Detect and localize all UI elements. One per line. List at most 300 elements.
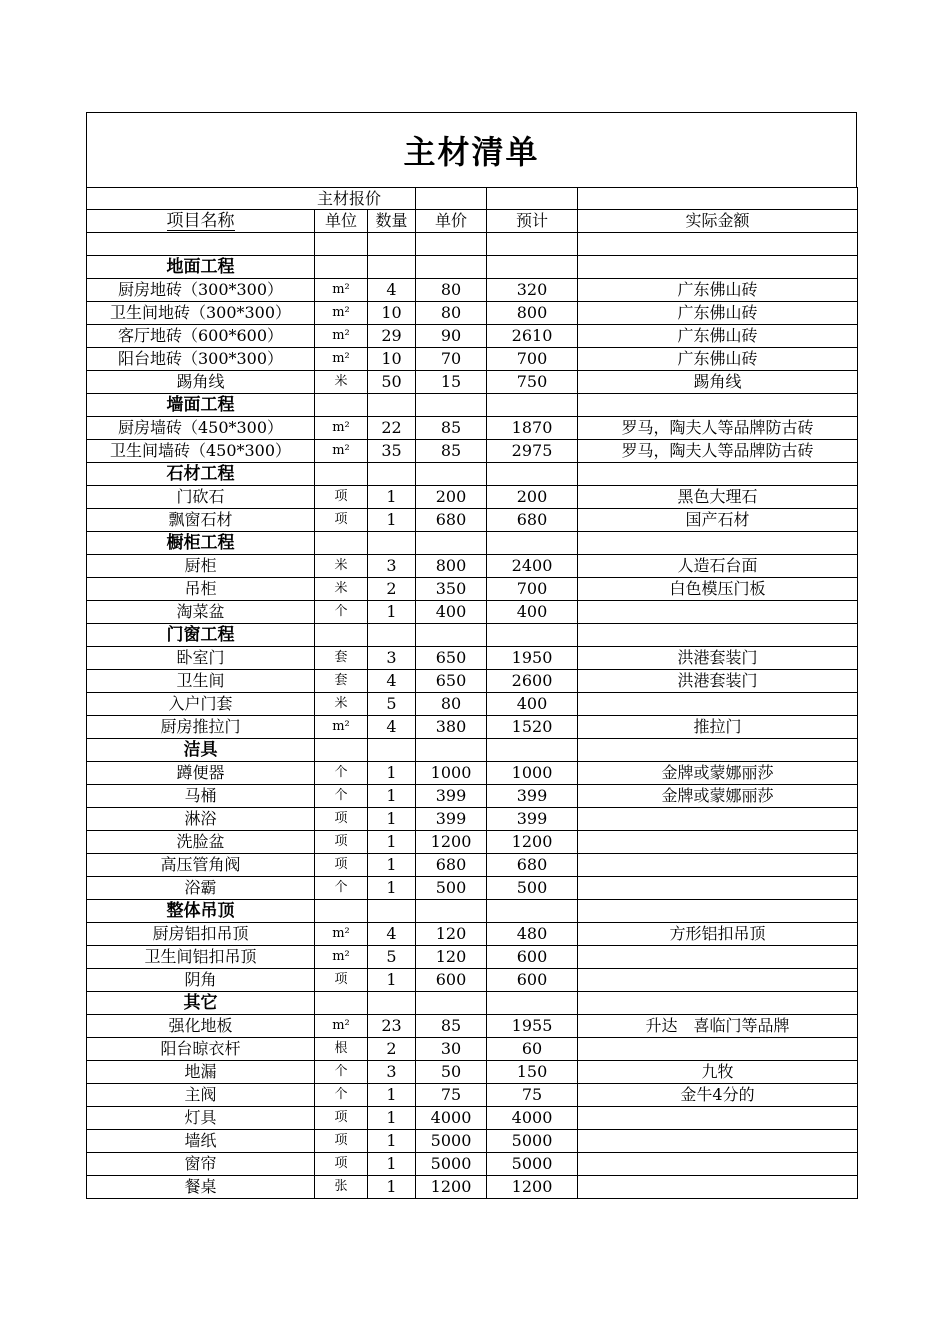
item-price: 4000 (416, 1107, 487, 1130)
cell (487, 463, 578, 486)
col-header-name: 项目名称 (87, 210, 315, 233)
item-estimate: 1000 (487, 762, 578, 785)
item-unit: m² (315, 302, 368, 325)
cell (487, 233, 578, 256)
item-qty: 1 (368, 969, 416, 992)
section-name: 石材工程 (87, 463, 315, 486)
table-row (87, 1038, 858, 1061)
item-unit: 项 (315, 1153, 368, 1176)
item-unit: 项 (315, 854, 368, 877)
item-price: 1200 (416, 831, 487, 854)
item-price: 120 (416, 946, 487, 969)
item-actual: 金牛4分的 (578, 1084, 858, 1107)
item-qty: 1 (368, 1084, 416, 1107)
item-actual: 推拉门 (578, 716, 858, 739)
item-qty: 1 (368, 762, 416, 785)
item-actual: 洪港套装门 (578, 647, 858, 670)
cell (416, 188, 487, 210)
item-actual (578, 969, 858, 992)
cell (578, 188, 858, 210)
item-qty: 4 (368, 279, 416, 302)
item-actual (578, 831, 858, 854)
item-unit: 项 (315, 808, 368, 831)
cell (368, 463, 416, 486)
item-name: 主阀 (87, 1084, 315, 1107)
item-actual (578, 854, 858, 877)
item-price: 85 (416, 1015, 487, 1038)
item-estimate: 680 (487, 509, 578, 532)
table-row (87, 762, 858, 785)
item-price: 399 (416, 785, 487, 808)
item-unit: m² (315, 417, 368, 440)
item-qty: 1 (368, 854, 416, 877)
table-row (87, 969, 858, 992)
item-unit: 项 (315, 509, 368, 532)
item-estimate: 1950 (487, 647, 578, 670)
blank-row (87, 233, 858, 256)
item-price: 80 (416, 693, 487, 716)
table-row (87, 325, 858, 348)
item-name: 厨房铝扣吊顶 (87, 923, 315, 946)
item-actual (578, 808, 858, 831)
table-row (87, 946, 858, 969)
item-price: 70 (416, 348, 487, 371)
item-name: 飘窗石材 (87, 509, 315, 532)
table-row (87, 1130, 858, 1153)
item-actual: 白色模压门板 (578, 578, 858, 601)
item-actual: 罗马，陶夫人等品牌防古砖 (578, 440, 858, 463)
item-estimate: 200 (487, 486, 578, 509)
item-estimate: 320 (487, 279, 578, 302)
cell (578, 739, 858, 762)
table-row (87, 1061, 858, 1084)
item-estimate: 2975 (487, 440, 578, 463)
cell (368, 900, 416, 923)
item-qty: 1 (368, 601, 416, 624)
item-name: 卫生间 (87, 670, 315, 693)
item-unit: 个 (315, 762, 368, 785)
item-price: 400 (416, 601, 487, 624)
item-qty: 3 (368, 1061, 416, 1084)
item-actual: 广东佛山砖 (578, 348, 858, 371)
item-price: 85 (416, 417, 487, 440)
col-header-qty: 数量 (368, 210, 416, 233)
item-estimate: 1520 (487, 716, 578, 739)
item-name: 墙纸 (87, 1130, 315, 1153)
item-name: 卧室门 (87, 647, 315, 670)
cell (315, 463, 368, 486)
cell (416, 233, 487, 256)
item-price: 380 (416, 716, 487, 739)
item-actual: 九牧 (578, 1061, 858, 1084)
item-unit: 项 (315, 1107, 368, 1130)
item-unit: 米 (315, 578, 368, 601)
item-estimate: 75 (487, 1084, 578, 1107)
item-price: 680 (416, 509, 487, 532)
item-estimate: 1955 (487, 1015, 578, 1038)
item-actual: 人造石台面 (578, 555, 858, 578)
item-qty: 22 (368, 417, 416, 440)
section-row (87, 624, 858, 647)
cell (368, 992, 416, 1015)
cell (368, 256, 416, 279)
sheet-title: 主材清单 (86, 112, 857, 187)
item-unit: 个 (315, 1061, 368, 1084)
item-name: 高压管角阀 (87, 854, 315, 877)
section-row (87, 463, 858, 486)
item-estimate: 750 (487, 371, 578, 394)
item-estimate: 2610 (487, 325, 578, 348)
item-estimate: 600 (487, 969, 578, 992)
section-name: 其它 (87, 992, 315, 1015)
cell (487, 739, 578, 762)
item-qty: 3 (368, 555, 416, 578)
item-estimate: 2400 (487, 555, 578, 578)
cell (315, 532, 368, 555)
cell (578, 532, 858, 555)
table-row (87, 1107, 858, 1130)
item-unit: m² (315, 946, 368, 969)
item-unit: 个 (315, 877, 368, 900)
item-unit: 套 (315, 670, 368, 693)
item-name: 厨房墙砖（450*300） (87, 417, 315, 440)
table-row (87, 808, 858, 831)
table-row (87, 302, 858, 325)
section-name: 地面工程 (87, 256, 315, 279)
item-actual (578, 1107, 858, 1130)
table-row (87, 831, 858, 854)
table-body (87, 188, 858, 1199)
item-estimate: 600 (487, 946, 578, 969)
cell (487, 992, 578, 1015)
item-qty: 4 (368, 670, 416, 693)
item-price: 350 (416, 578, 487, 601)
item-qty: 1 (368, 808, 416, 831)
cell (368, 233, 416, 256)
item-name: 强化地板 (87, 1015, 315, 1038)
cell (578, 900, 858, 923)
item-price: 80 (416, 279, 487, 302)
item-price: 500 (416, 877, 487, 900)
item-qty: 2 (368, 1038, 416, 1061)
item-name: 吊柜 (87, 578, 315, 601)
item-name: 灯具 (87, 1107, 315, 1130)
item-actual: 国产石材 (578, 509, 858, 532)
item-estimate: 1200 (487, 831, 578, 854)
item-name: 踢角线 (87, 371, 315, 394)
item-qty: 1 (368, 509, 416, 532)
section-name: 墙面工程 (87, 394, 315, 417)
section-row (87, 739, 858, 762)
item-qty: 1 (368, 486, 416, 509)
item-name: 卫生间墙砖（450*300） (87, 440, 315, 463)
col-header-price: 单价 (416, 210, 487, 233)
item-estimate: 400 (487, 601, 578, 624)
item-price: 120 (416, 923, 487, 946)
item-qty: 2 (368, 578, 416, 601)
item-unit: 米 (315, 555, 368, 578)
item-price: 1200 (416, 1176, 487, 1199)
item-name: 阳台地砖（300*300） (87, 348, 315, 371)
table-row (87, 716, 858, 739)
item-qty: 23 (368, 1015, 416, 1038)
item-price: 90 (416, 325, 487, 348)
item-actual: 方形铝扣吊顶 (578, 923, 858, 946)
item-actual (578, 1038, 858, 1061)
table-row (87, 693, 858, 716)
cell (315, 256, 368, 279)
item-estimate: 1870 (487, 417, 578, 440)
table-row (87, 1015, 858, 1038)
item-unit: 个 (315, 785, 368, 808)
cell (416, 463, 487, 486)
item-name: 餐桌 (87, 1176, 315, 1199)
table-row (87, 578, 858, 601)
item-actual: 金牌或蒙娜丽莎 (578, 785, 858, 808)
cell (578, 463, 858, 486)
item-qty: 1 (368, 1130, 416, 1153)
item-estimate: 4000 (487, 1107, 578, 1130)
item-qty: 3 (368, 647, 416, 670)
table-row (87, 417, 858, 440)
item-estimate: 700 (487, 348, 578, 371)
item-actual: 广东佛山砖 (578, 302, 858, 325)
cell (416, 739, 487, 762)
item-actual: 踢角线 (578, 371, 858, 394)
item-price: 200 (416, 486, 487, 509)
col-header-estimate: 预计 (487, 210, 578, 233)
item-actual (578, 601, 858, 624)
item-estimate: 400 (487, 693, 578, 716)
item-qty: 1 (368, 1107, 416, 1130)
cell (416, 394, 487, 417)
item-estimate: 60 (487, 1038, 578, 1061)
item-price: 800 (416, 555, 487, 578)
item-unit: m² (315, 348, 368, 371)
item-estimate: 480 (487, 923, 578, 946)
table-row (87, 670, 858, 693)
item-name: 阳台晾衣杆 (87, 1038, 315, 1061)
cell (315, 900, 368, 923)
item-unit: 米 (315, 693, 368, 716)
item-estimate: 1200 (487, 1176, 578, 1199)
item-unit: 项 (315, 831, 368, 854)
cell (315, 233, 368, 256)
item-estimate: 5000 (487, 1153, 578, 1176)
item-estimate: 680 (487, 854, 578, 877)
item-estimate: 2600 (487, 670, 578, 693)
cell (315, 992, 368, 1015)
item-name: 客厅地砖（600*600） (87, 325, 315, 348)
item-actual (578, 946, 858, 969)
item-actual: 升达 喜临门等品牌 (578, 1015, 858, 1038)
item-price: 650 (416, 670, 487, 693)
item-unit: m² (315, 440, 368, 463)
item-name: 蹲便器 (87, 762, 315, 785)
cell (487, 188, 578, 210)
table-row (87, 440, 858, 463)
item-unit: 根 (315, 1038, 368, 1061)
item-unit: m² (315, 279, 368, 302)
item-unit: 项 (315, 1130, 368, 1153)
cell (578, 394, 858, 417)
item-estimate: 399 (487, 785, 578, 808)
table-row (87, 854, 858, 877)
item-actual: 罗马，陶夫人等品牌防古砖 (578, 417, 858, 440)
item-qty: 1 (368, 1176, 416, 1199)
item-actual (578, 1153, 858, 1176)
item-unit: 项 (315, 969, 368, 992)
cell (315, 624, 368, 647)
item-price: 650 (416, 647, 487, 670)
item-unit: 张 (315, 1176, 368, 1199)
item-qty: 1 (368, 831, 416, 854)
table-row (87, 601, 858, 624)
cell (578, 992, 858, 1015)
cell (315, 394, 368, 417)
section-row (87, 256, 858, 279)
item-name: 淘菜盆 (87, 601, 315, 624)
cell (416, 256, 487, 279)
item-name: 卫生间地砖（300*300） (87, 302, 315, 325)
item-actual: 广东佛山砖 (578, 279, 858, 302)
cell (416, 624, 487, 647)
cell (416, 992, 487, 1015)
item-price: 50 (416, 1061, 487, 1084)
table-row (87, 509, 858, 532)
item-price: 1000 (416, 762, 487, 785)
item-actual: 洪港套装门 (578, 670, 858, 693)
item-qty: 4 (368, 923, 416, 946)
item-actual (578, 1130, 858, 1153)
item-price: 85 (416, 440, 487, 463)
cell (315, 739, 368, 762)
item-price: 5000 (416, 1153, 487, 1176)
item-actual (578, 1176, 858, 1199)
item-unit: m² (315, 716, 368, 739)
item-qty: 1 (368, 1153, 416, 1176)
cell (487, 532, 578, 555)
subheader-label: 主材报价 (317, 188, 382, 208)
item-name: 卫生间铝扣吊顶 (87, 946, 315, 969)
item-price: 600 (416, 969, 487, 992)
table-row (87, 279, 858, 302)
item-unit: 米 (315, 371, 368, 394)
table-row (87, 371, 858, 394)
header-row (87, 210, 858, 233)
table-row (87, 1153, 858, 1176)
table-row (87, 555, 858, 578)
item-qty: 10 (368, 348, 416, 371)
item-name: 淋浴 (87, 808, 315, 831)
item-price: 680 (416, 854, 487, 877)
table-row (87, 486, 858, 509)
cell (578, 233, 858, 256)
item-name: 阴角 (87, 969, 315, 992)
section-row (87, 992, 858, 1015)
item-name: 浴霸 (87, 877, 315, 900)
item-actual: 金牌或蒙娜丽莎 (578, 762, 858, 785)
item-name: 入户门套 (87, 693, 315, 716)
cell (487, 900, 578, 923)
col-header-actual: 实际金额 (578, 210, 858, 233)
material-table (86, 187, 858, 1199)
cell (87, 233, 315, 256)
material-list-sheet (86, 112, 857, 1199)
cell (578, 624, 858, 647)
item-name: 窗帘 (87, 1153, 315, 1176)
cell (487, 256, 578, 279)
item-price: 15 (416, 371, 487, 394)
table-row (87, 923, 858, 946)
item-name: 厨房地砖（300*300） (87, 279, 315, 302)
item-actual (578, 877, 858, 900)
item-name: 厨房推拉门 (87, 716, 315, 739)
table-row (87, 785, 858, 808)
item-unit: m² (315, 923, 368, 946)
subheader-row (87, 188, 858, 210)
item-name: 马桶 (87, 785, 315, 808)
item-price: 80 (416, 302, 487, 325)
cell (416, 900, 487, 923)
table-row (87, 348, 858, 371)
item-price: 30 (416, 1038, 487, 1061)
item-price: 75 (416, 1084, 487, 1107)
cell (368, 624, 416, 647)
item-unit: 项 (315, 486, 368, 509)
item-unit: 个 (315, 601, 368, 624)
item-estimate: 800 (487, 302, 578, 325)
section-name: 洁具 (87, 739, 315, 762)
item-qty: 1 (368, 877, 416, 900)
item-qty: 50 (368, 371, 416, 394)
item-name: 地漏 (87, 1061, 315, 1084)
item-name: 厨柜 (87, 555, 315, 578)
col-header-unit: 单位 (315, 210, 368, 233)
item-actual: 广东佛山砖 (578, 325, 858, 348)
item-price: 5000 (416, 1130, 487, 1153)
item-unit: m² (315, 1015, 368, 1038)
cell (487, 624, 578, 647)
item-estimate: 399 (487, 808, 578, 831)
item-qty: 5 (368, 693, 416, 716)
item-qty: 35 (368, 440, 416, 463)
table-row (87, 647, 858, 670)
section-name: 整体吊顶 (87, 900, 315, 923)
cell (416, 532, 487, 555)
item-unit: m² (315, 325, 368, 348)
item-actual (578, 693, 858, 716)
item-name: 门砍石 (87, 486, 315, 509)
item-estimate: 700 (487, 578, 578, 601)
table-row (87, 1084, 858, 1107)
cell (487, 394, 578, 417)
table-row (87, 877, 858, 900)
item-qty: 29 (368, 325, 416, 348)
item-price: 399 (416, 808, 487, 831)
item-estimate: 500 (487, 877, 578, 900)
item-qty: 5 (368, 946, 416, 969)
section-name: 门窗工程 (87, 624, 315, 647)
item-qty: 10 (368, 302, 416, 325)
item-estimate: 5000 (487, 1130, 578, 1153)
item-estimate: 150 (487, 1061, 578, 1084)
item-unit: 个 (315, 1084, 368, 1107)
cell (368, 532, 416, 555)
item-actual: 黑色大理石 (578, 486, 858, 509)
table-row (87, 1176, 858, 1199)
section-name: 橱柜工程 (87, 532, 315, 555)
